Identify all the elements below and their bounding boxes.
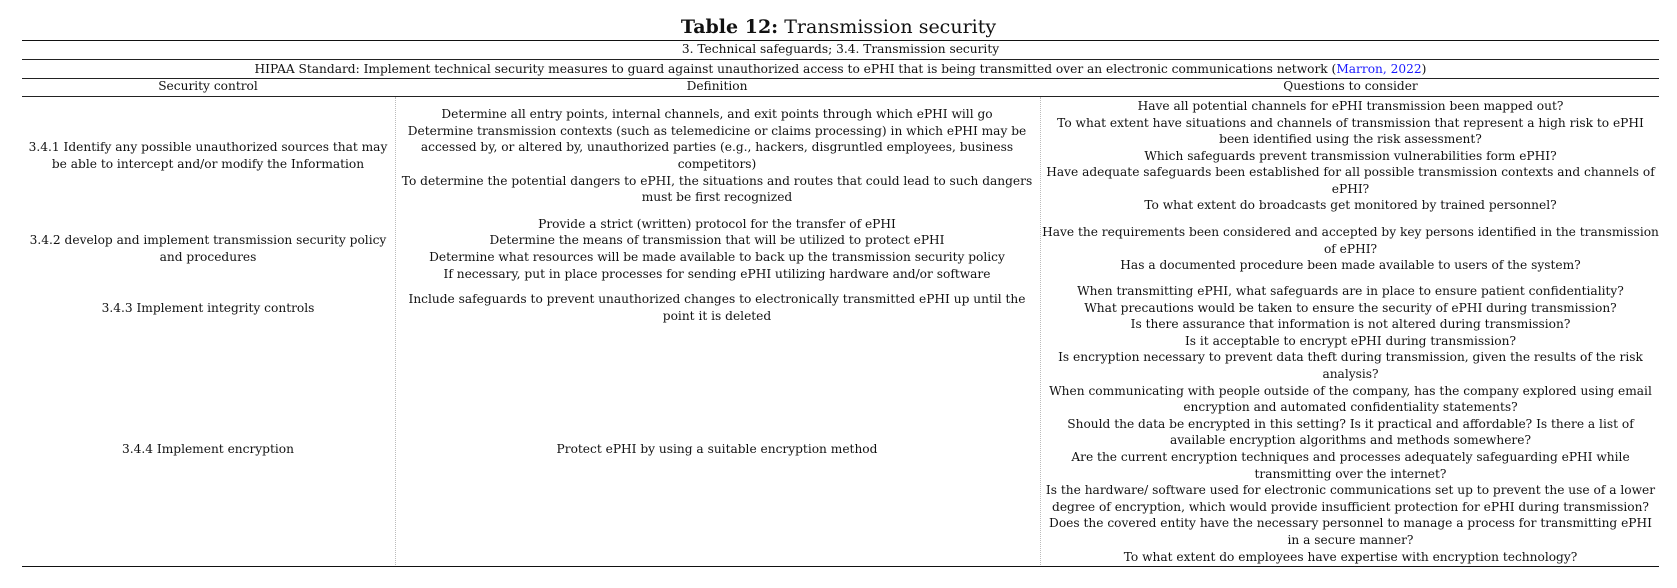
table-row-1-control: 3.4.1 Identify any possible unauthorized sources that may be able to intercept and/or modify the Information (28, 140, 388, 171)
question-item: Which safeguards prevent transmission vulnerabilities form ePHI? (1144, 148, 1557, 163)
table-row-4-questions (1042, 333, 1659, 565)
section-rule (22, 59, 1659, 60)
column-header-questions: Questions to consider (1283, 79, 1418, 93)
question-item: To what extent do broadcasts get monitored by trained personnel? (1144, 198, 1557, 213)
section-line: 3. Technical safeguards; 3.4. Transmission security (681, 42, 1000, 56)
bottom-rule (22, 566, 1659, 567)
standard-text: HIPAA Standard: Implement technical security measures to guard against unauthorized access to ePHI that is being transmitted over an electronic communications network ( (254, 62, 1337, 76)
table-caption (0, 16, 1677, 38)
caption-title: Transmission security (784, 16, 997, 38)
table-row-4-definition (397, 333, 1037, 565)
column-separator (395, 97, 396, 565)
definition-item: Determine all entry points, internal channels, and exit points through which ePHI will go (441, 107, 993, 122)
table-row-3-control: 3.4.3 Implement integrity controls (101, 300, 315, 315)
table-row-1-questions (1042, 97, 1659, 215)
table-row-2-questions (1042, 215, 1659, 283)
question-item: What precautions would be taken to ensure the security of ePHI during transmission? (1084, 300, 1617, 315)
question-item: Should the data be encrypted in this setting? Is it practical and affordable? Is there a list of available encryption algorithms and methods somewhere? (1067, 416, 1634, 448)
table-row-2-definition (397, 215, 1037, 283)
question-item: Is it acceptable to encrypt ePHI during transmission? (1184, 333, 1517, 348)
question-item: Have all potential channels for ePHI transmission been mapped out? (1137, 98, 1564, 113)
citation-link[interactable]: Marron, 2022 (1336, 62, 1422, 76)
definition-item: Determine what resources will be made available to back up the transmission security policy (429, 250, 1005, 264)
column-header-definition: Definition (686, 79, 748, 93)
standard-close: ) (1421, 62, 1427, 76)
question-item: Are the current encryption techniques and processes adequately safeguarding ePHI while transmitting over the internet? (1071, 450, 1630, 481)
question-item: Does the covered entity have the necessary personnel to manage a process for transmitting ePHI in a secure manner? (1049, 516, 1652, 547)
caption-label: Table 12: (680, 16, 779, 38)
question-item: Have the requirements been considered and accepted by key persons identified in the transmission of ePHI? (1042, 225, 1659, 256)
table-row-3-questions (1042, 283, 1659, 333)
table-row-4-control: 3.4.4 Implement encryption (122, 441, 294, 456)
question-item: Is the hardware/ software used for electronic communications set up to prevent the use of a lower degree of encryption, which would provide insufficient protection for ePHI during transmission? (1045, 483, 1656, 514)
definition-item: Protect ePHI by using a suitable encryption method (556, 441, 878, 456)
definition-item: Determine transmission contexts (such as telemedicine or claims processing) in which ePHI may be accessed by, or altered by, unauthorized parties (e.g., hackers, disgruntled employees, business competitors) (407, 123, 1027, 171)
top-rule (22, 40, 1659, 41)
definition-item: Determine the means of transmission that will be utilized to protect ePHI (489, 233, 945, 248)
question-item: Is encryption necessary to prevent data theft during transmission, given the results of the risk analysis? (1058, 350, 1643, 382)
question-item: When communicating with people outside of the company, has the company explored using email encryption and automated confidentiality statements? (1049, 383, 1652, 415)
question-item: Has a documented procedure been made available to users of the system? (1120, 258, 1581, 273)
question-item: To what extent have situations and channels of transmission that represent a high risk to ePHI been identified using the risk assessment? (1057, 115, 1644, 147)
column-header-security-control: Security control (158, 79, 258, 93)
definition-item: Provide a strict (written) protocol for the transfer of ePHI (538, 216, 896, 231)
standard-line (22, 62, 1659, 77)
definition-item: To determine the potential dangers to ePHI, the situations and routes that could lead to such dangers must be first recognized (401, 173, 1033, 205)
table-row-3-definition (397, 283, 1037, 333)
table-row-2-control: 3.4.2 develop and implement transmission security policy and procedures (29, 233, 387, 264)
question-item: When transmitting ePHI, what safeguards are in place to ensure patient confidentiality? (1077, 284, 1624, 299)
definition-item: Include safeguards to prevent unauthorized changes to electronically transmitted ePHI up until the point it is deleted (408, 292, 1026, 323)
definition-item: If necessary, put in place processes for sending ePHI utilizing hardware and/or software (443, 266, 991, 281)
question-item: Is there assurance that information is not altered during transmission? (1130, 317, 1571, 332)
question-item: To what extent do employees have expertise with encryption technology? (1123, 549, 1578, 564)
column-separator (1040, 97, 1041, 565)
question-item: Have adequate safeguards been established for all possible transmission contexts and channels of ePHI? (1046, 165, 1655, 196)
table-row-1-definition (397, 97, 1037, 215)
